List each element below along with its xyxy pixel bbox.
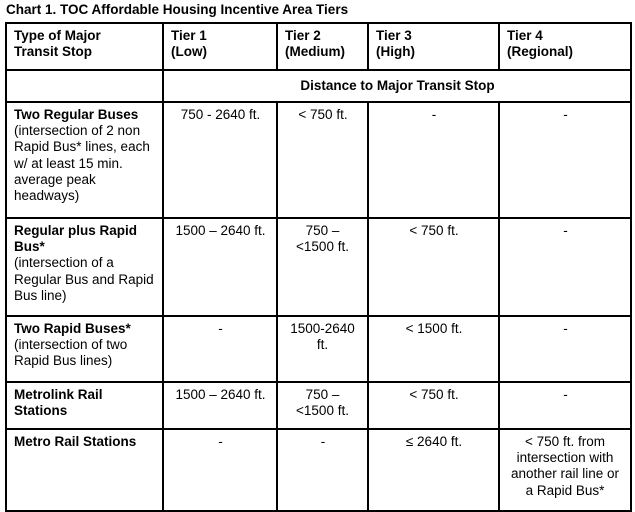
row-type bbox=[6, 316, 163, 382]
cell-tier1: - bbox=[163, 429, 277, 511]
cell-tier1: - bbox=[163, 316, 277, 382]
cell-tier1: 750 - 2640 ft. bbox=[163, 102, 277, 218]
subheader-empty bbox=[6, 70, 163, 102]
cell-tier2: 750 – <1500 ft. bbox=[277, 382, 368, 429]
cell-tier3: < 1500 ft. bbox=[368, 316, 499, 382]
cell-tier3: ≤ 2640 ft. bbox=[368, 429, 499, 511]
cell-tier3: - bbox=[368, 102, 499, 218]
table-row bbox=[6, 316, 631, 382]
cell-tier2: < 750 ft. bbox=[277, 102, 368, 218]
header-tier3: Tier 3 (High) bbox=[368, 23, 499, 70]
type-name: Metrolink Rail Stations bbox=[14, 387, 103, 419]
cell-tier1: 1500 – 2640 ft. bbox=[163, 218, 277, 316]
subheader-row bbox=[6, 70, 631, 102]
distance-subheader: Distance to Major Transit Stop bbox=[163, 70, 631, 102]
type-description: (intersection of a Regular Bus and Rapid Bus line) bbox=[14, 255, 154, 303]
chart-title: Chart 1. TOC Affordable Housing Incentive Area Tiers bbox=[6, 2, 349, 17]
cell-tier3: < 750 ft. bbox=[368, 382, 499, 429]
tier-table bbox=[5, 22, 632, 512]
table-row bbox=[6, 382, 631, 429]
header-row bbox=[6, 23, 631, 70]
type-name: Regular plus Rapid Bus* bbox=[14, 223, 138, 255]
cell-tier4: - bbox=[499, 218, 631, 316]
cell-tier2: 750 – <1500 ft. bbox=[277, 218, 368, 316]
header-tier2: Tier 2 (Medium) bbox=[277, 23, 368, 70]
type-description: (intersection of two Rapid Bus lines) bbox=[14, 337, 128, 369]
type-name: Two Rapid Buses* bbox=[14, 321, 131, 336]
cell-tier4: - bbox=[499, 102, 631, 218]
cell-tier4: - bbox=[499, 316, 631, 382]
table-row bbox=[6, 429, 631, 511]
row-type bbox=[6, 429, 163, 511]
header-type: Type of Major Transit Stop bbox=[6, 23, 163, 70]
row-type bbox=[6, 382, 163, 429]
cell-tier2: - bbox=[277, 429, 368, 511]
row-type bbox=[6, 218, 163, 316]
table-row bbox=[6, 218, 631, 316]
cell-tier1: 1500 – 2640 ft. bbox=[163, 382, 277, 429]
type-description: (intersection of 2 non Rapid Bus* lines, each w/ at least 15 min. average peak headways) bbox=[14, 123, 150, 204]
header-tier4: Tier 4 (Regional) bbox=[499, 23, 631, 70]
type-name: Metro Rail Stations bbox=[14, 434, 137, 449]
cell-tier4: - bbox=[499, 382, 631, 429]
type-name: Two Regular Buses bbox=[14, 107, 139, 122]
table-row bbox=[6, 102, 631, 218]
cell-tier3: < 750 ft. bbox=[368, 218, 499, 316]
cell-tier4: < 750 ft. from intersection with another rail line or a Rapid Bus* bbox=[499, 429, 631, 511]
row-type bbox=[6, 102, 163, 218]
cell-tier2: 1500-2640 ft. bbox=[277, 316, 368, 382]
header-tier1: Tier 1 (Low) bbox=[163, 23, 277, 70]
